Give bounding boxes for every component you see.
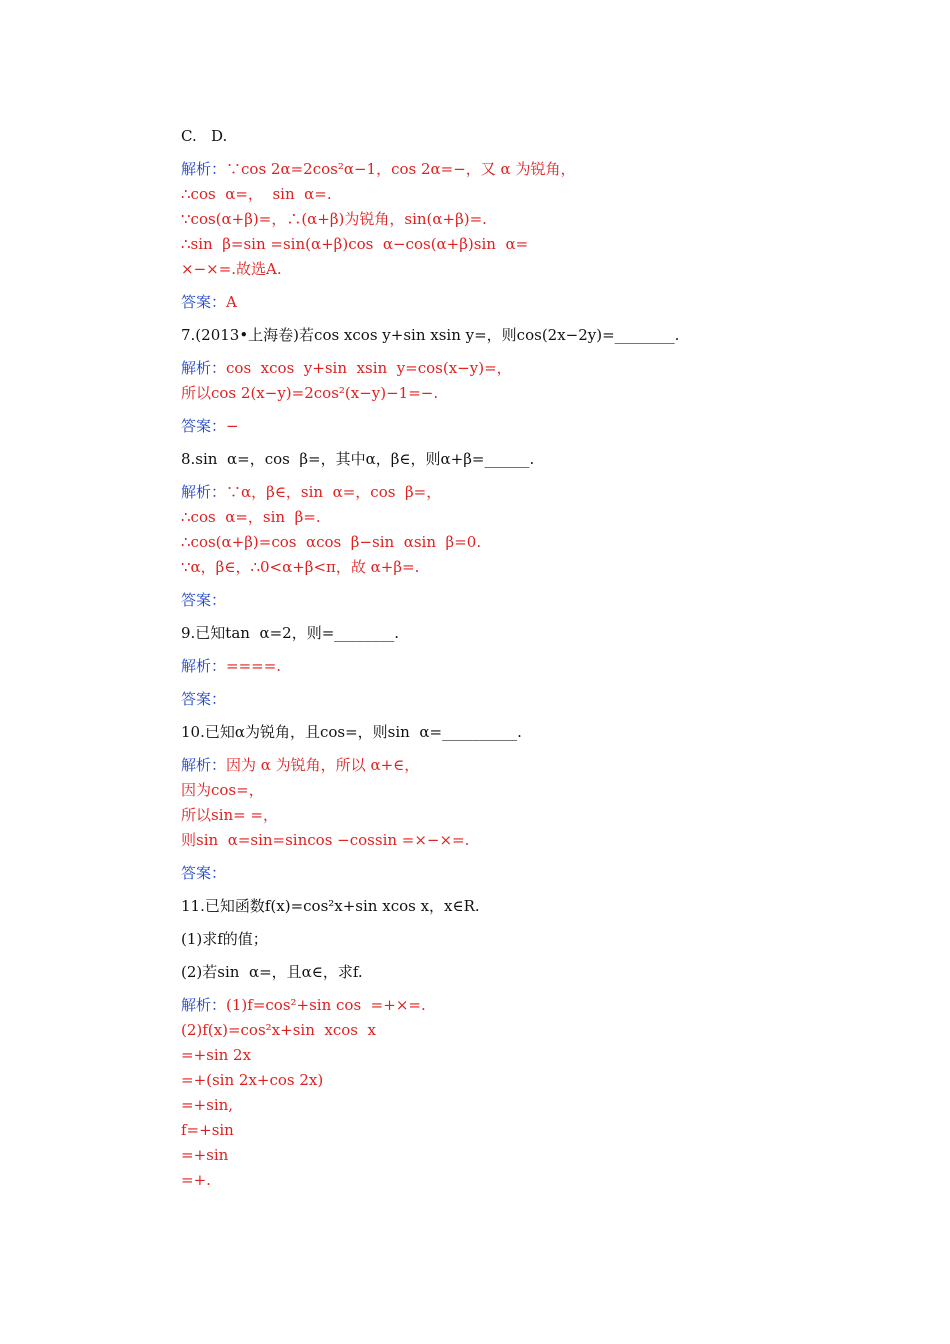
line-text: =+. bbox=[181, 1171, 211, 1189]
solution-label: 解析： bbox=[181, 756, 227, 774]
line-text: 因为 α 为锐角，所以 α+∈， bbox=[226, 756, 420, 774]
document-page bbox=[181, 124, 781, 1193]
text-line bbox=[181, 1168, 781, 1193]
text-line bbox=[181, 778, 781, 803]
text-line bbox=[181, 828, 781, 853]
text-line bbox=[181, 1093, 781, 1118]
text-line bbox=[181, 861, 781, 886]
line-text: ∴cos α=， sin α=. bbox=[181, 185, 332, 203]
line-text: (2)若sin α=，且α∈，求f. bbox=[181, 963, 363, 981]
line-text: =+sin bbox=[181, 1146, 229, 1164]
line-text: ∵cos 2α=2cos²α−1，cos 2α=−，又 α 为锐角， bbox=[226, 160, 576, 178]
text-line bbox=[181, 1068, 781, 1093]
solution-label: 解析： bbox=[181, 160, 227, 178]
answer-label: 答案： bbox=[181, 591, 227, 609]
answer-label: 答案： bbox=[181, 293, 227, 311]
line-text: f=+sin bbox=[181, 1121, 234, 1139]
solution-label: 解析： bbox=[181, 483, 227, 501]
text-line bbox=[181, 232, 781, 257]
answer-label: 答案： bbox=[181, 690, 227, 708]
line-text: =+(sin 2x+cos 2x) bbox=[181, 1071, 324, 1089]
line-text: ∴cos(α+β)=cos αcos β−sin αsin β=0. bbox=[181, 533, 482, 551]
answer-label: 答案： bbox=[181, 864, 227, 882]
solution-label: 解析： bbox=[181, 657, 227, 675]
text-line bbox=[181, 621, 781, 646]
line-text: 9.已知tan α=2，则=________. bbox=[181, 624, 400, 642]
text-line bbox=[181, 530, 781, 555]
line-text: 7.(2013•上海卷)若cos xcos y+sin xsin y=，则cos(2x−2y)=________. bbox=[181, 326, 680, 344]
line-text: 11.已知函数f(x)=cos²x+sin xcos x，x∈R. bbox=[181, 897, 480, 915]
text-line bbox=[181, 207, 781, 232]
line-text: 8.sin α=，cos β=，其中α，β∈，则α+β=______. bbox=[181, 450, 535, 468]
text-line bbox=[181, 960, 781, 985]
text-line bbox=[181, 654, 781, 679]
text-line bbox=[181, 588, 781, 613]
line-text: ∴cos α=，sin β=. bbox=[181, 508, 321, 526]
text-line bbox=[181, 381, 781, 406]
text-line bbox=[181, 927, 781, 952]
text-line bbox=[181, 687, 781, 712]
text-line bbox=[181, 157, 781, 182]
line-text: cos xcos y+sin xsin y=cos(x−y)=， bbox=[226, 359, 512, 377]
line-text: (1)求f的值； bbox=[181, 930, 268, 948]
line-text: 所以cos 2(x−y)=2cos²(x−y)−1=−. bbox=[181, 384, 439, 402]
text-line bbox=[181, 720, 781, 745]
text-line bbox=[181, 257, 781, 282]
line-text: ∵α，β∈，sin α=，cos β=， bbox=[226, 483, 442, 501]
text-line bbox=[181, 290, 781, 315]
line-text: ∵cos(α+β)=，∴(α+β)为锐角，sin(α+β)=. bbox=[181, 210, 487, 228]
text-line bbox=[181, 356, 781, 381]
line-text: 因为cos=， bbox=[181, 781, 264, 799]
text-line bbox=[181, 1043, 781, 1068]
line-text: (2)f(x)=cos²x+sin xcos x bbox=[181, 1021, 376, 1039]
text-line bbox=[181, 124, 781, 149]
text-line bbox=[181, 894, 781, 919]
text-line bbox=[181, 803, 781, 828]
line-text: ∴sin β=sin =sin(α+β)cos α−cos(α+β)sin α= bbox=[181, 235, 529, 253]
text-line bbox=[181, 1018, 781, 1043]
line-text: =+sin, bbox=[181, 1096, 234, 1114]
text-line bbox=[181, 480, 781, 505]
text-line bbox=[181, 414, 781, 439]
line-text: 则sin α=sin=sincos −cossin =×−×=. bbox=[181, 831, 470, 849]
text-line bbox=[181, 753, 781, 778]
line-text: ∵α，β∈，∴0<α+β<π，故 α+β=. bbox=[181, 558, 420, 576]
text-line bbox=[181, 1118, 781, 1143]
solution-label: 解析： bbox=[181, 359, 227, 377]
line-text: ×−×=.故选A. bbox=[181, 260, 282, 278]
line-text: C. D. bbox=[181, 127, 228, 145]
text-line bbox=[181, 993, 781, 1018]
solution-label: 解析： bbox=[181, 996, 227, 1014]
line-text: =+sin 2x bbox=[181, 1046, 252, 1064]
line-text: − bbox=[226, 417, 239, 435]
text-line bbox=[181, 447, 781, 472]
text-line bbox=[181, 505, 781, 530]
text-line bbox=[181, 323, 781, 348]
answer-label: 答案： bbox=[181, 417, 227, 435]
line-text: ====. bbox=[226, 657, 282, 675]
text-line bbox=[181, 182, 781, 207]
line-text: A bbox=[226, 293, 237, 311]
line-text: (1)f=cos²+sin cos =+×=. bbox=[226, 996, 426, 1014]
line-text: 所以sin= =， bbox=[181, 806, 279, 824]
text-line bbox=[181, 1143, 781, 1168]
text-line bbox=[181, 555, 781, 580]
line-text: 10.已知α为锐角，且cos=，则sin α=__________. bbox=[181, 723, 522, 741]
